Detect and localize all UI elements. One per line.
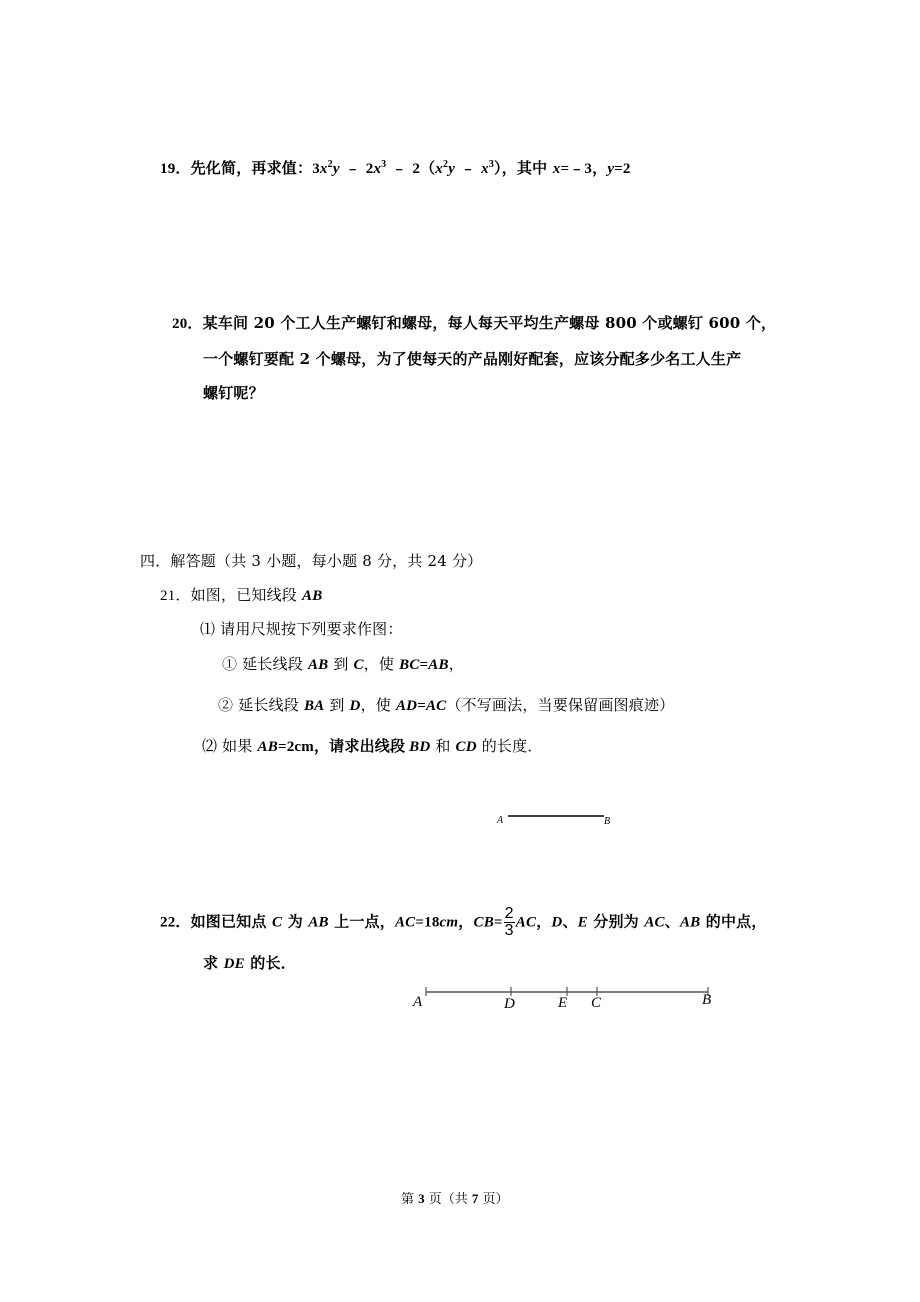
text: 求 xyxy=(203,954,224,972)
text: 第 xyxy=(401,1192,419,1207)
minus: ﹣ xyxy=(455,159,482,177)
segment-ab: AB xyxy=(307,657,329,673)
text: 如果 xyxy=(217,737,258,755)
label-b: B xyxy=(702,992,712,1008)
q21-part2 xyxy=(202,735,543,756)
q20-line1: 某车间 20 个工人生产螺钉和螺母，每人每天平均生产螺母 800 个或螺钉 600 个， xyxy=(202,314,777,332)
page-number: 3 xyxy=(418,1191,425,1206)
coef: 2 xyxy=(412,161,421,177)
fraction xyxy=(504,906,515,939)
segment-ac: AC xyxy=(515,914,537,931)
label-a: A xyxy=(413,994,423,1010)
exponent: 2 xyxy=(327,159,333,170)
paren: ） xyxy=(494,159,502,177)
total-pages: 7 xyxy=(471,1191,479,1206)
segment-cd: CD xyxy=(455,739,477,755)
question-21 xyxy=(160,584,322,605)
segment-ac: AC xyxy=(394,914,416,931)
text: ， xyxy=(448,655,464,673)
text: 如图已知点 xyxy=(190,912,273,931)
point-c: C xyxy=(353,657,364,673)
segment-ba: BA xyxy=(303,698,325,714)
question-number: 19． xyxy=(160,161,191,177)
denominator: 3 xyxy=(504,922,514,939)
text: ，使 xyxy=(360,696,396,714)
q19-intro: 先化简，再求值： xyxy=(190,159,313,177)
q21-part1: ⑴ 请用尺规按下列要求作图： xyxy=(200,620,403,638)
x-value: =﹣3， xyxy=(560,161,608,177)
var-x: x xyxy=(481,161,489,177)
segment-ab: AB xyxy=(679,914,701,931)
note: （不写画法，当要保留画图痕迹） xyxy=(446,696,675,714)
text: 和 xyxy=(430,737,456,755)
q20-line2: 一个螺钉要配 2 个螺母，为了使每天的产品刚好配套，应该分配多少名工人生产 xyxy=(203,350,742,368)
question-19 xyxy=(160,157,631,178)
text: 延长线段 xyxy=(233,696,304,714)
text: ， xyxy=(536,912,552,931)
q21-step1 xyxy=(222,653,464,674)
segment-de: DE xyxy=(223,956,245,972)
minus: ﹣ xyxy=(386,159,413,177)
var-x: x xyxy=(435,161,443,177)
q21-step2 xyxy=(218,694,674,715)
text: 、 xyxy=(664,912,680,931)
exponent: 2 xyxy=(443,159,449,170)
page-footer xyxy=(401,1188,509,1207)
var-x: x xyxy=(319,161,328,177)
step-marker: ② xyxy=(218,696,234,714)
question-number: 22． xyxy=(160,914,191,931)
var-x: x xyxy=(373,161,382,177)
segment-bc: BC xyxy=(399,657,420,673)
label-c: C xyxy=(591,995,602,1011)
section-heading: 四．解答题（共 3 小题，每小题 8 分，共 24 分） xyxy=(140,552,483,570)
question-20 xyxy=(172,312,776,333)
q20-line3: 螺钉呢？ xyxy=(203,384,264,402)
text: 为 xyxy=(282,912,309,931)
segment-ac: AC xyxy=(425,698,447,714)
label-d: D xyxy=(504,996,515,1012)
text: 上一点， xyxy=(328,912,395,931)
var-y: y xyxy=(607,161,615,177)
question-number: 20． xyxy=(172,316,203,332)
label-b: B xyxy=(604,816,611,827)
point-d: D xyxy=(551,914,563,931)
point-e: E xyxy=(577,914,588,931)
point-d: D xyxy=(349,698,361,714)
text: ，使 xyxy=(363,655,400,673)
value: =18 xyxy=(415,914,440,931)
point-c: C xyxy=(272,914,283,931)
segment-bd: BD xyxy=(409,739,431,755)
question-number: 21． xyxy=(160,588,191,604)
coef: 3 xyxy=(312,161,320,177)
q22-figure xyxy=(410,982,720,1016)
segment-ad: AD xyxy=(395,698,418,714)
equals: = xyxy=(419,657,429,673)
segment-ac: AC xyxy=(644,914,665,931)
y-value: =2 xyxy=(614,161,631,177)
text: 到 xyxy=(328,655,354,673)
text: 页） xyxy=(478,1192,509,1207)
exponent: 3 xyxy=(488,159,495,170)
step-marker: ① xyxy=(222,655,238,673)
question-22 xyxy=(160,906,767,939)
text: 页（共 xyxy=(424,1192,472,1207)
q21-figure xyxy=(494,808,624,832)
part-marker: ⑵ xyxy=(202,737,218,755)
label-a: A xyxy=(497,815,504,826)
unit: cm xyxy=(439,914,459,931)
var-y: y xyxy=(332,161,340,177)
coef: 2 xyxy=(365,161,374,177)
text: ， xyxy=(458,912,474,931)
segment-ab: AB xyxy=(308,914,329,931)
text: 的长度． xyxy=(476,737,543,755)
equals: = xyxy=(493,914,503,931)
segment-ab: AB xyxy=(428,657,449,673)
text: 的中点， xyxy=(700,912,767,931)
text: 延长线段 xyxy=(237,655,308,673)
q21-intro: 如图，已知线段 xyxy=(190,586,302,604)
var-x: x xyxy=(552,161,561,177)
exponent: 3 xyxy=(381,159,387,170)
label-e: E xyxy=(558,995,568,1011)
numerator: 2 xyxy=(504,905,514,922)
equals: = xyxy=(417,698,426,714)
paren: （ xyxy=(420,159,436,177)
segment-ab: AB xyxy=(301,588,323,604)
where-text: ，其中 xyxy=(501,159,553,177)
var-y: y xyxy=(448,161,456,177)
minus: ﹣ xyxy=(339,159,366,177)
text: 、 xyxy=(562,912,578,931)
q22-line2 xyxy=(203,952,296,973)
segment-ab: AB xyxy=(257,739,278,755)
segment-cb: CB xyxy=(473,914,494,931)
text: 分别为 xyxy=(587,912,645,931)
value-text: =2cm，请求出线段 xyxy=(277,739,410,755)
text: 的长． xyxy=(244,954,296,972)
text: 到 xyxy=(324,696,350,714)
